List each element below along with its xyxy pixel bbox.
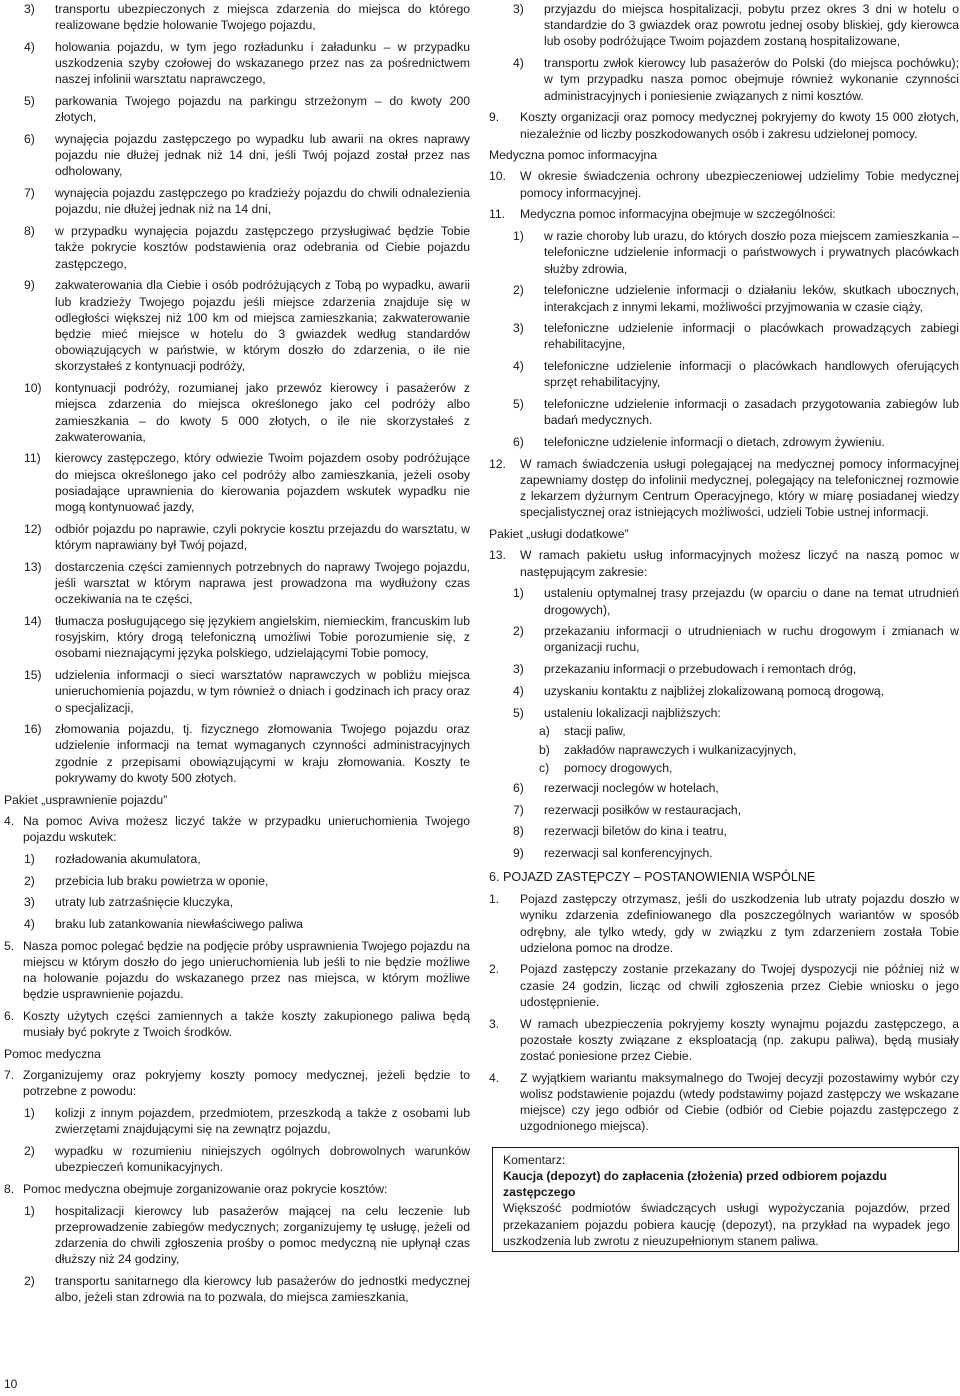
paragraph-text: Koszty użytych części zamiennych a także koszty zakupionego paliwa będą musiały być pokryte z Twoich środków.	[23, 1009, 470, 1040]
list-item-text: parkowania Twojego pojazdu na parkingu strzeżonym – do kwoty 200 złotych,	[55, 94, 470, 125]
paragraph-text: Medyczna pomoc informacyjna obejmuje w szczególności:	[520, 207, 836, 222]
list-item-number: 1)	[24, 1203, 35, 1218]
list-item-number: 12)	[24, 521, 42, 536]
list-item	[489, 1, 959, 50]
list-item-text: transportu sanitarnego dla kierowcy lub pasażerów do jednostki medycznej albo, jeżeli stan zdrowia na to pozwala, do miejsca zamieszkania,	[55, 1274, 470, 1305]
paragraph-13-nested-list	[489, 723, 959, 776]
list-item	[489, 320, 959, 352]
list-item-text: Z wyjątkiem wariantu maksymalnego do Twojej decyzji pozostawimy wybór czy wolisz podstawienie pojazdu (wtedy podstawimy pojazd zastępczy we wskazane miejsce) czy jego odbiór od Ciebie (odbiór od Ciebie pojazdu zastępczego z uzgodnionego miejsca).	[520, 1070, 959, 1134]
list-item-number: 3)	[513, 662, 524, 677]
list-item-text: uzyskaniu kontaktu z najbliżej zlokalizowaną pomocą drogową,	[544, 683, 885, 698]
list-item-number: 3)	[513, 2, 524, 16]
nested-list-item	[489, 742, 959, 758]
list-item	[4, 613, 470, 662]
paragraph-number: 12.	[489, 456, 506, 471]
list-item	[4, 1143, 470, 1175]
list-item	[4, 39, 470, 88]
list-item-number: 4)	[513, 56, 524, 71]
list-item-text: W ramach ubezpieczenia pokryjemy koszty wynajmu pojazdu zastępczego, a pozostałe koszty związane z eksploatacją (np. zakupu paliwa), będą musiały zostać poniesione przez Ciebie.	[520, 1016, 959, 1064]
list-item-number: 7)	[513, 802, 524, 817]
list-item-text: rezerwacji noclegów w hotelach,	[544, 780, 719, 795]
heading-extra-services: Pakiet „usługi dodatkowe”	[489, 527, 629, 542]
list-item-number: 2)	[513, 283, 524, 298]
list-item-number: 2)	[513, 624, 524, 639]
list-item-number: 5)	[513, 705, 524, 720]
list-item	[4, 521, 470, 553]
list-item	[4, 916, 470, 932]
nested-list-item	[489, 723, 959, 739]
paragraph-text: W ramach pakietu usług informacyjnych możesz liczyć na naszą pomoc w następującym zakresie:	[520, 548, 959, 579]
heading-medical-info: Medyczna pomoc informacyjna	[489, 148, 657, 163]
paragraph-text: W ramach świadczenia usługi polegającej na medycznej pomocy informacyjnej zapewniamy dostęp do infolinii medycznej, polegający na telefonicznej rozmowie z lekarzem dyżurnym Centrum Operacyjnego, który w miarę posiadanej wiedzy specjalistycznej oraz istniejących możliwości, udzieli Tobie ustnej informacji.	[520, 456, 959, 520]
list-item	[4, 721, 470, 786]
paragraph-text: Na pomoc Aviva możesz liczyć także w przypadku unieruchomienia Twojego pojazdu wskutek:	[23, 813, 470, 845]
paragraph-number: 7.	[4, 1068, 15, 1083]
comment-title: Kaucja (depozyt) do zapłacenia (złożenia) przed odbiorem pojazdu zastępczego	[503, 1168, 887, 1200]
list-item	[4, 851, 470, 867]
paragraph-4	[4, 813, 470, 845]
list-item-text: przyjazdu do miejsca hospitalizacji, pobytu przez okres 3 dni w hotelu o standardzie do 3 gwiazdek oraz powrotu jednej osoby bliskiej, gdy kierowca lub osoby podróżujące Twoim pojazdem zostaną hospitalizowane,	[544, 2, 959, 49]
list-item	[489, 228, 959, 277]
list-item-number: 9)	[24, 278, 35, 293]
list-item-text: przekazaniu informacji o przebudowach i remontach dróg,	[544, 662, 857, 677]
section-6-list	[489, 891, 959, 1135]
list-item-text: utraty lub zatrzaśnięcie kluczyka,	[55, 895, 234, 910]
paragraph-text: W okresie świadczenia ochrony ubezpieczeniowej udzielimy Tobie medycznej pomocy informacyjnej.	[520, 169, 959, 200]
list-item-text: transportu zwłok kierowcy lub pasażerów do Polski (do miejsca pochówku); w tym przypadku nasza pomoc obejmuje również wykonanie czynności administracyjnych i poniesienie związanych z nimi kosztów.	[544, 56, 959, 103]
paragraph-text: Zorganizujemy oraz pokryjemy koszty pomocy medycznej, jeżeli będzie to potrzebne z powodu:	[23, 1068, 470, 1099]
list-item-text: wynajęcia pojazdu zastępczego po wypadku lub awarii na okres naprawy pojazdu nie dłużej jednak niż 14 dni, jeśli Twój pojazd został przez nas odholowany,	[55, 132, 470, 179]
list-item-number: 6)	[513, 435, 524, 450]
list-item	[4, 667, 470, 716]
list-item	[489, 282, 959, 314]
paragraph-13-list-b	[489, 780, 959, 861]
paragraph-5	[4, 938, 470, 1003]
list-item-text: kolizji z innym pojazdem, przedmiotem, przeszkodą a także z osobami lub zwierzętami znajdującymi się na zewnątrz pojazdu,	[55, 1106, 470, 1137]
list-item-number: 11)	[24, 451, 41, 466]
comment-text: Większość podmiotów świadczących usługi wypożyczania pojazdów, przed przekazaniem pojazdu pobiera kaucję (depozyt), na przykład na wypadek jego uszkodzenia lub zwrotu z nieuzupełnionym stanem paliwa.	[503, 1201, 950, 1248]
list-item	[489, 358, 959, 390]
page-number: 10	[4, 1377, 18, 1391]
list-item-number: 6)	[24, 132, 35, 147]
list-item	[489, 55, 959, 104]
paragraph-7-list	[4, 1105, 470, 1175]
list-item-text: telefoniczne udzielenie informacji o działaniu leków, skutkach ubocznych, interakcjach z innymi lekami, możliwości przyjmowania w czasie ciąży,	[544, 283, 959, 314]
list-item	[489, 845, 959, 861]
list-item-number: 6)	[513, 780, 524, 795]
paragraph-8	[4, 1181, 470, 1197]
list-item-text: Pojazd zastępczy zostanie przekazany do Twojej dyspozycji nie później niż w czasie 24 godzin, licząc od chwili zgłoszenia przez Ciebie wniosku o jego udostępnienie.	[520, 962, 959, 1009]
list-item-text: Pojazd zastępczy otrzymasz, jeśli do uszkodzenia lub utraty pojazdu doszło w wyniku zdarzenia zdefiniowanego dla poszczególnych wariantów w sposób odrębny, ale tylko wtedy, gdy w związku z tym zdarzeniem została Tobie udzielona pomoc na drodze.	[520, 892, 959, 955]
list-item-number: 2.	[489, 962, 500, 977]
list-item-number: c)	[539, 760, 550, 775]
list-item-text: telefoniczne udzielenie informacji o placówkach prowadzących zabiegi rehabilitacyjne,	[544, 321, 959, 352]
comment-box	[492, 1147, 959, 1252]
list-item	[4, 93, 470, 125]
list-item	[4, 1, 470, 33]
list-item-number: 9)	[513, 846, 524, 861]
list-item	[4, 1273, 470, 1305]
list-item	[489, 823, 959, 839]
list-item-number: 2)	[24, 873, 35, 888]
list-item	[489, 891, 959, 956]
list-item	[489, 434, 959, 450]
list-item	[4, 873, 470, 889]
list-item-number: 2)	[24, 1144, 35, 1159]
nested-list-item	[489, 760, 959, 776]
list-item	[4, 185, 470, 217]
list-item-number: 5)	[24, 94, 35, 109]
list-item-text: telefoniczne udzielenie informacji o dietach, zdrowym żywieniu.	[544, 435, 885, 450]
paragraph-number: 4.	[4, 813, 15, 828]
paragraph-number: 8.	[4, 1182, 15, 1196]
list-item-number: 14)	[24, 613, 42, 628]
paragraph-text: Koszty organizacji oraz pomocy medycznej pokryjemy do kwoty 15 000 złotych, niezależnie od liczby poszkodowanych osób i zakresu udzielonej pomocy.	[520, 110, 959, 141]
list-item	[4, 450, 470, 515]
paragraph-text: Nasza pomoc polegać będzie na podjęcie próby usprawnienia Twojego pojazdu na miejscu w którym doszło do jego unieruchomienia lub jeśli to nie będzie możliwe na holowanie pojazdu do wskazanego przez nas miejsca, w którym możliwe będzie usprawnienie pojazdu.	[23, 938, 470, 1002]
comment-label: Komentarz:	[503, 1152, 566, 1167]
list-item	[489, 705, 959, 721]
list-item	[4, 380, 470, 445]
paragraph-13-list-a	[489, 585, 959, 721]
paragraph-4-list	[4, 851, 470, 932]
list-item-text: zakwaterowania dla Ciebie i osób podróżujących z Tobą po wypadku, awarii lub kradzieży Twojego pojazdu jeśli miejsce zdarzenia znajduje się w odległości większej niż 100 km od miejsca zamieszkania; zakwaterowanie będzie mieć miejsce w hotelu do 3 gwiazdek według standardów obowiązujących w państwie, w którym doszło do zdarzenia, o ile nie skorzystałeś z kontynuacji podróży,	[55, 278, 470, 374]
list-item-text: transportu ubezpieczonych z miejsca zdarzenia do miejsca do którego realizowane będzie holowanie Twojego pojazdu,	[55, 2, 470, 33]
list-item-text: rezerwacji sal konferencyjnych.	[544, 846, 713, 861]
list-item-text: odbiór pojazdu po naprawie, czyli pokrycie kosztu przejazdu do warsztatu, w którym naprawiany był Twój pojazd,	[55, 521, 470, 553]
right-column	[489, 1, 959, 1252]
list-item-text: przekazaniu informacji o utrudnieniach w ruchu drogowym i zmianach w organizacji ruchu,	[544, 624, 959, 655]
left-continued-list	[4, 1, 470, 786]
list-item-text: dostarczenia części zamiennych potrzebnych do naprawy Twojego pojazdu, jeśli warsztat w którym naprawa jest prowadzona ma wydłużony czas oczekiwania na te części,	[55, 559, 470, 607]
list-item-number: 3)	[24, 895, 35, 910]
list-item-number: 1)	[24, 851, 35, 866]
list-item-number: 4)	[24, 916, 35, 931]
list-item-text: kontynuacji podróży, rozumianej jako przewóz kierowcy i pasażerów z miejsca zdarzenia do miejsca określonego jako cel podróży albo zamieszkania – do kwoty 5 000 złotych, o ile nie skorzystałeś z zakwaterowania,	[55, 381, 470, 444]
list-item-number: 3)	[24, 2, 35, 16]
list-item-number: 13)	[24, 559, 42, 574]
list-item-text: braku lub zatankowania niewłaściwego paliwa	[55, 916, 303, 931]
list-item	[4, 223, 470, 272]
list-item-number: a)	[539, 724, 550, 739]
list-item	[489, 802, 959, 818]
list-item-number: 3.	[489, 1016, 500, 1031]
list-item-text: holowania pojazdu, w tym jego rozładunku i załadunku – w przypadku uszkodzenia szyby czołowej do wskazanego przez nas za pośrednictwem naszej infolinii warsztatu naprawczego,	[55, 39, 470, 87]
paragraph-number: 11.	[489, 207, 506, 222]
list-item-text: udzielenia informacji o sieci warsztatów naprawczych w pobliżu miejsca unieruchomienia pojazdu, w tym również o dniach i godzinach ich pracy oraz o specjalizacji,	[55, 668, 470, 715]
list-item	[489, 780, 959, 796]
list-item-text: w razie choroby lub urazu, do których doszło poza miejscem zamieszkania – telefoniczne udzielenie informacji o państwowych i prywatnych placówkach służby zdrowia,	[544, 229, 959, 276]
list-item-text: stacji paliw,	[564, 724, 626, 739]
list-item-text: wypadku w rozumieniu niniejszych ogólnych dobrowolnych warunków ubezpieczeń komunikacyjnych.	[55, 1144, 470, 1175]
list-item-number: 1.	[489, 892, 500, 907]
paragraph-7	[4, 1067, 470, 1099]
list-item-number: 8)	[513, 824, 524, 839]
list-item-number: 2)	[24, 1274, 35, 1289]
paragraph-12	[489, 456, 959, 521]
list-item-number: 4.	[489, 1070, 500, 1085]
list-item-number: 3)	[513, 321, 524, 336]
list-item-number: 4)	[24, 39, 35, 54]
list-item-text: rezerwacji biletów do kina i teatru,	[544, 824, 727, 839]
list-item-number: 16)	[24, 722, 42, 737]
list-item	[489, 683, 959, 699]
list-item-number: 4)	[513, 683, 524, 698]
paragraph-10	[489, 168, 959, 200]
list-item-number: 7)	[24, 186, 35, 201]
list-item-text: telefoniczne udzielenie informacji o placówkach handlowych oferujących sprzęt rehabilitacyjny,	[544, 359, 959, 390]
list-item	[489, 585, 959, 617]
right-continued-list	[489, 1, 959, 104]
list-item-text: przebicia lub braku powietrza w oponie,	[55, 873, 269, 888]
list-item-text: ustaleniu lokalizacji najbliższych:	[544, 705, 721, 720]
list-item-text: rozładowania akumulatora,	[55, 851, 201, 866]
paragraph-number: 13.	[489, 548, 506, 563]
list-item-text: w przypadku wynajęcia pojazdu zastępczego przysługiwać będzie Tobie także pokrycie kosztów podstawienia oraz odebrania od Ciebie pojazdu zastępczego,	[55, 224, 470, 271]
list-item-text: tłumacza posługującego się językiem angielskim, niemieckim, francuskim lub rosyjskim, który drogą telefoniczną umożliwi Tobie porozumienie się, z osobami nieznającymi języka polskiego, udzielającymi Tobie pomocy,	[55, 613, 470, 661]
list-item	[4, 1203, 470, 1268]
list-item-text: rezerwacji posiłków w restauracjach,	[544, 802, 742, 817]
list-item	[4, 1105, 470, 1137]
paragraph-11	[489, 206, 959, 222]
list-item	[489, 623, 959, 655]
paragraph-9	[489, 109, 959, 141]
list-item-text: wynajęcia pojazdu zastępczego po kradzieży pojazdu do chwili odnalezienia pojazdu, nie dłużej jednak niż na 14 dni,	[55, 186, 470, 217]
list-item-text: ustaleniu optymalnej trasy przejazdu (w oparciu o dane na temat utrudnień drogowych),	[544, 586, 959, 617]
paragraph-11-list	[489, 228, 959, 450]
list-item-number: 1)	[24, 1106, 35, 1121]
list-item-text: zakładów naprawczych i wulkanizacyjnych,	[564, 742, 797, 757]
list-item-text: złomowania pojazdu, tj. fizycznego złomowania Twojego pojazdu oraz udzielenie informacji na temat wymaganych czynności administracyjnych zgodnie z przepisami obowiązującymi w kraju złomowania. Koszty te pokrywamy do kwoty 500 złotych.	[55, 722, 470, 785]
paragraph-number: 5.	[4, 938, 15, 953]
paragraph-13	[489, 547, 959, 579]
list-item	[4, 277, 470, 374]
list-item-text: telefoniczne udzielenie informacji o zasadach przygotowania zabiegów lub badań medycznych.	[544, 397, 959, 428]
list-item	[489, 396, 959, 428]
paragraph-8-list	[4, 1203, 470, 1306]
list-item	[4, 894, 470, 910]
list-item	[489, 1016, 959, 1065]
left-column	[4, 1, 470, 1311]
list-item	[489, 1070, 959, 1135]
heading-section-6: 6. POJAZD ZASTĘPCZY – POSTANOWIENIA WSPÓLNE	[489, 870, 816, 885]
list-item	[4, 131, 470, 180]
list-item-text: kierowcy zastępczego, który odwiezie Twoim pojazdem osoby podróżujące do miejsca określonego jako cel podróży albo zamieszkania, jeżeli osoby posiadające uprawnienia do kierowania pojazdem wskutek wypadku nie mogą kontynuować jazdy,	[55, 451, 470, 515]
list-item-number: 8)	[24, 224, 35, 239]
list-item	[4, 559, 470, 608]
list-item-text: pomocy drogowych,	[564, 760, 673, 775]
paragraph-number: 9.	[489, 110, 500, 125]
list-item-number: 15)	[24, 668, 42, 683]
list-item-number: 4)	[513, 359, 524, 374]
list-item-number: 10)	[24, 381, 42, 396]
heading-repair-package: Pakiet „usprawnienie pojazdu”	[4, 792, 168, 807]
list-item-number: 1)	[513, 229, 524, 244]
list-item	[489, 661, 959, 677]
paragraph-number: 10.	[489, 169, 506, 184]
paragraph-number: 6.	[4, 1009, 15, 1024]
paragraph-text: Pomoc medyczna obejmuje zorganizowanie oraz pokrycie kosztów:	[23, 1182, 388, 1196]
list-item-text: hospitalizacji kierowcy lub pasażerów mającej na celu leczenie lub przeprowadzenie zabiegów medycznych; zorganizujemy tę usługę, jeżeli od zdarzenia do chwili zgłoszenia prośby o pomoc medyczną nie upłynął czas dłuższy niż 24 godziny,	[55, 1203, 470, 1267]
list-item-number: b)	[539, 742, 550, 757]
paragraph-6	[4, 1008, 470, 1040]
list-item	[489, 961, 959, 1010]
heading-medical-help: Pomoc medyczna	[4, 1046, 101, 1061]
list-item-number: 5)	[513, 397, 524, 412]
list-item-number: 1)	[513, 586, 524, 601]
